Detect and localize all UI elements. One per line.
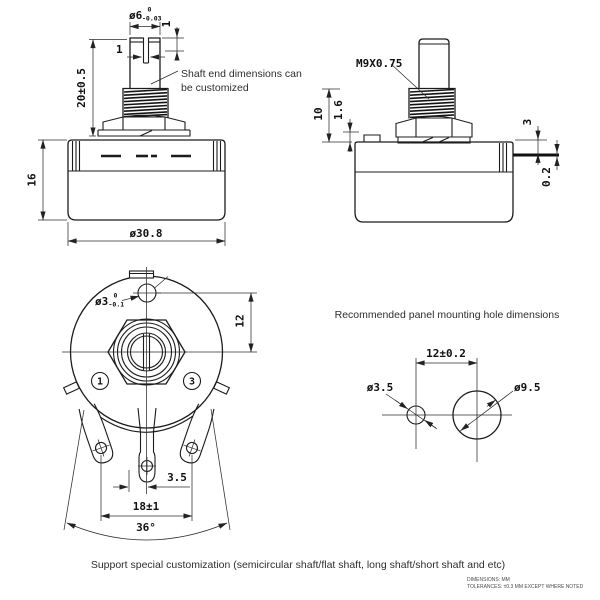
terminal-span-label: 18±1 <box>132 500 160 513</box>
large-hole-label: ø9.5 <box>514 381 541 394</box>
side-thread-bushing <box>409 89 455 119</box>
pilot-offset-label: 12 <box>233 314 247 328</box>
hole-spacing-label: 12±0.2 <box>426 347 466 360</box>
svg-text:3: 3 <box>188 376 196 388</box>
dim-small-hole <box>367 381 437 429</box>
pilot-hole-tol-upper: 0 <box>113 291 118 300</box>
center-terminal-offset-label: 3.5 <box>167 471 187 484</box>
bottom-view <box>62 267 257 540</box>
left-notch <box>64 382 80 394</box>
side-body <box>355 135 513 222</box>
slot-depth-label: 1 <box>160 20 173 28</box>
side-view <box>312 39 559 222</box>
body-outline <box>68 140 225 220</box>
dim-slot-depth <box>160 20 184 60</box>
dim-shaft-diameter <box>129 6 162 36</box>
terminal-number-3 <box>184 373 201 390</box>
body-dia-label: ø30.8 <box>129 227 163 240</box>
dim-hole-spacing <box>416 347 477 363</box>
thread-bushing <box>123 89 168 118</box>
panel-view <box>335 309 560 462</box>
dim-pilot-offset <box>156 293 257 352</box>
tolerances-note: TOLERANCES: ±0.3 MM EXCEPT WHERE NOTED <box>467 584 584 590</box>
dim-body-height <box>26 140 68 220</box>
side-locating-tab <box>364 135 380 142</box>
pilot-hole-tol-lower: -0.1 <box>108 300 125 309</box>
panel-title: Recommended panel mounting hole dimensions <box>334 309 560 321</box>
footer-caption: Support special customization (semicircular shaft/flat shaft, long shaft/short shaft and etc) <box>90 559 506 571</box>
terminal-offset-label: 3 <box>521 118 534 126</box>
pilot-hole-label: ø3 <box>95 295 109 308</box>
terminal-left <box>77 403 115 465</box>
side-shaft <box>419 39 449 88</box>
shaft-length-label: 20±0.5 <box>75 68 88 108</box>
bushing-length-label: 10 <box>312 107 325 121</box>
small-hole-label: ø3.5 <box>366 381 394 394</box>
slot-width-label: 1 <box>116 43 123 56</box>
terminal-right <box>178 403 216 465</box>
thread-spec-label: M9X0.75 <box>356 57 403 70</box>
top-tab <box>130 271 154 278</box>
dim-terminal-offset <box>515 119 547 165</box>
terminal-center <box>138 408 156 482</box>
body-height-label: 16 <box>25 173 39 187</box>
shaft-note-line1: Shaft end dimensions can <box>181 68 302 80</box>
svg-text:1: 1 <box>96 376 104 388</box>
shaft-dia-tol-lower: -0.03 <box>142 14 162 23</box>
dim-terminal-thickness <box>540 140 557 187</box>
hex-nut <box>103 115 185 130</box>
shaft-dia-label: ø6 <box>129 9 143 22</box>
shaft-outline <box>130 38 160 88</box>
dim-slot-width <box>116 43 165 57</box>
terminal-angle-label: 36° <box>136 521 156 534</box>
shaft-note-line2: be customized <box>181 82 249 94</box>
footer <box>91 559 584 590</box>
dim-body-diameter <box>68 222 225 246</box>
terminal-number-1 <box>92 373 109 390</box>
shaft-note <box>151 68 302 94</box>
washer-gap-label: 1.6 <box>332 100 345 120</box>
shaft-dia-tol-upper: 0 <box>147 5 152 14</box>
dim-pilot-hole <box>95 292 124 309</box>
dimensions-note: DIMENSIONS: MM <box>467 577 510 583</box>
right-notch <box>214 382 230 394</box>
dim-thread-spec <box>356 57 429 99</box>
side-hex-nut <box>396 116 472 137</box>
terminal-thickness-label: 0.2 <box>540 167 553 187</box>
front-view <box>26 6 302 247</box>
washer <box>98 130 190 136</box>
pilot-hole <box>122 277 168 303</box>
